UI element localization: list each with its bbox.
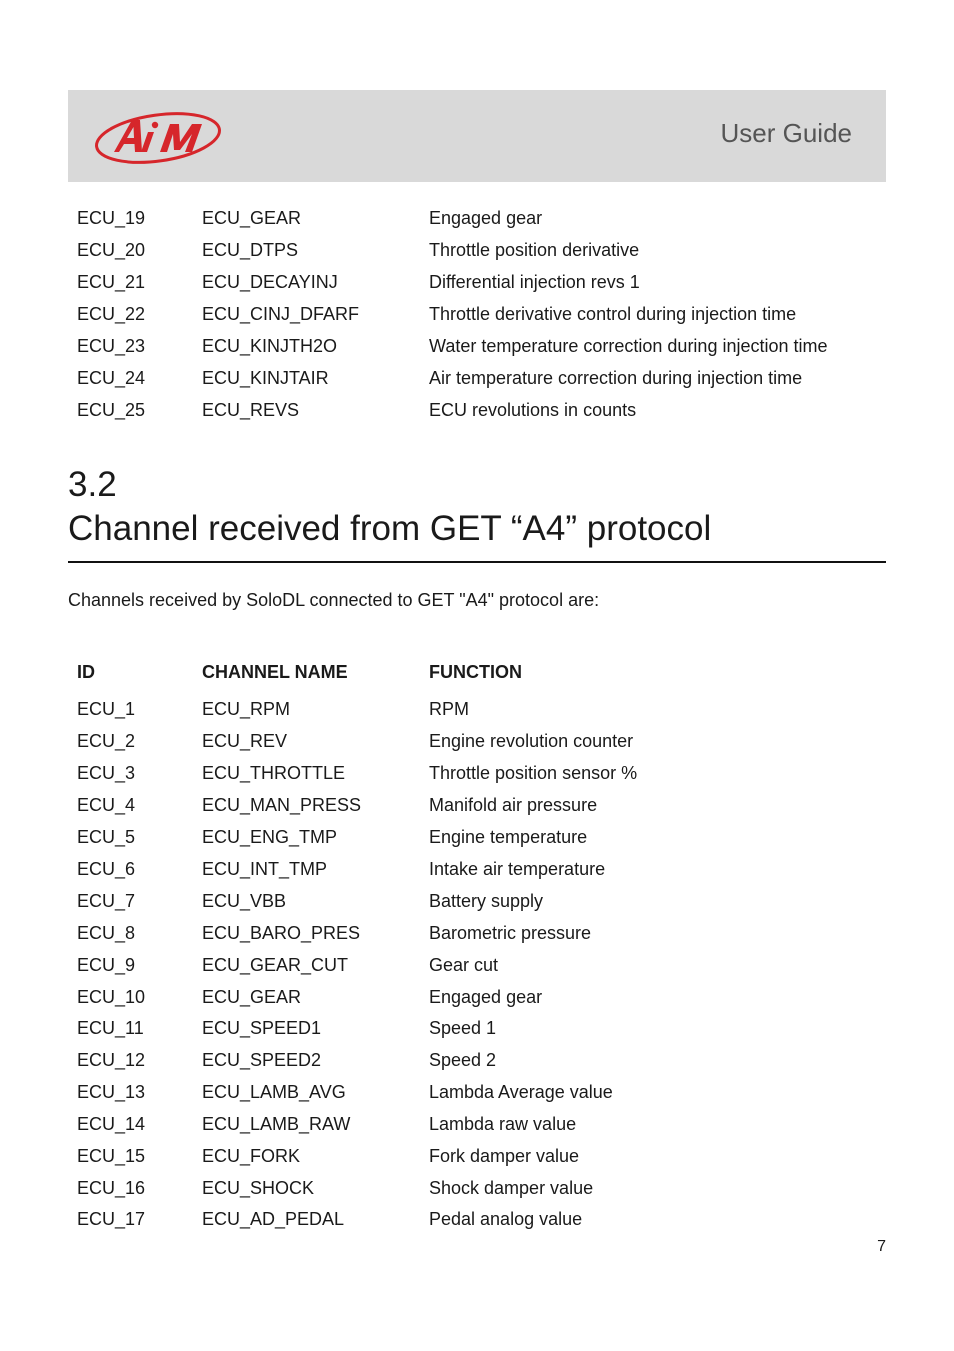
channel-name: ECU_THROTTLE — [202, 763, 346, 783]
table-row — [0, 1012, 954, 1044]
channel-function: Intake air temperature — [429, 859, 606, 879]
channel-function: Barometric pressure — [429, 923, 592, 943]
table-row — [0, 234, 954, 266]
table-row — [0, 725, 954, 757]
aim-logo — [92, 106, 228, 166]
channel-id: ECU_19 — [77, 208, 146, 228]
channel-name: ECU_DECAYINJ — [202, 272, 338, 292]
channel-id: ECU_11 — [77, 1018, 144, 1038]
channel-name: ECU_SPEED2 — [202, 1050, 322, 1070]
channel-id: ECU_12 — [77, 1050, 146, 1070]
table-row — [0, 821, 954, 853]
table-row — [0, 1172, 954, 1204]
channel-function: Throttle derivative control during injection time — [429, 304, 797, 324]
channel-id: ECU_13 — [77, 1082, 146, 1102]
page-number: 7 — [877, 1238, 886, 1255]
channel-name: ECU_LAMB_RAW — [202, 1114, 351, 1134]
table-row — [0, 1044, 954, 1076]
table-row — [0, 362, 954, 394]
column-header-function: FUNCTION — [429, 662, 522, 682]
channel-function: Pedal analog value — [429, 1209, 583, 1229]
channel-name: ECU_KINJTH2O — [202, 336, 338, 356]
channel-id: ECU_21 — [77, 272, 146, 292]
channel-id: ECU_2 — [77, 731, 136, 751]
channel-name: ECU_LAMB_AVG — [202, 1082, 346, 1102]
table-row — [0, 917, 954, 949]
table-row — [0, 1203, 954, 1235]
table-row — [0, 885, 954, 917]
table-header — [0, 656, 954, 688]
channel-id: ECU_8 — [77, 923, 136, 943]
channel-id: ECU_24 — [77, 368, 146, 388]
table-row — [0, 757, 954, 789]
channel-id: ECU_1 — [77, 699, 136, 719]
channel-id: ECU_5 — [77, 827, 136, 847]
channel-function: Gear cut — [429, 955, 499, 975]
channel-function: RPM — [429, 699, 469, 719]
column-header-id: ID — [77, 662, 95, 682]
channel-name: ECU_ENG_TMP — [202, 827, 338, 847]
channel-id: ECU_14 — [77, 1114, 146, 1134]
channel-id: ECU_4 — [77, 795, 136, 815]
channel-function: Battery supply — [429, 891, 544, 911]
page-header — [68, 90, 886, 182]
table-row — [0, 266, 954, 298]
table-row — [0, 789, 954, 821]
channel-name: ECU_GEAR_CUT — [202, 955, 349, 975]
section-number: 3.2 — [68, 465, 117, 504]
channel-id: ECU_23 — [77, 336, 146, 356]
channel-id: ECU_22 — [77, 304, 146, 324]
channel-function: Speed 2 — [429, 1050, 497, 1070]
channel-name: ECU_GEAR — [202, 987, 302, 1007]
table-row — [0, 298, 954, 330]
channel-function: ECU revolutions in counts — [429, 400, 637, 420]
channel-id: ECU_20 — [77, 240, 146, 260]
channel-id: ECU_16 — [77, 1178, 146, 1198]
channel-id: ECU_10 — [77, 987, 146, 1007]
channel-id: ECU_6 — [77, 859, 136, 879]
channel-function: Manifold air pressure — [429, 795, 598, 815]
table-row — [0, 330, 954, 362]
channel-function: Throttle position derivative — [429, 240, 640, 260]
table-row — [0, 1140, 954, 1172]
section-divider — [68, 561, 886, 563]
section-title: Channel received from GET “A4” protocol — [68, 509, 712, 548]
channel-function: Fork damper value — [429, 1146, 580, 1166]
channel-name: ECU_INT_TMP — [202, 859, 328, 879]
channel-name: ECU_KINJTAIR — [202, 368, 329, 388]
channel-name: ECU_AD_PEDAL — [202, 1209, 345, 1229]
channel-function: Speed 1 — [429, 1018, 497, 1038]
channel-function: Lambda Average value — [429, 1082, 613, 1102]
channel-name: ECU_VBB — [202, 891, 287, 911]
channel-name: ECU_REVS — [202, 400, 300, 420]
channel-function: Differential injection revs 1 — [429, 272, 640, 292]
channel-function: Engine temperature — [429, 827, 588, 847]
channel-name: ECU_RPM — [202, 699, 291, 719]
table-row — [0, 853, 954, 885]
column-header-name: CHANNEL NAME — [202, 662, 348, 682]
channel-function: Shock damper value — [429, 1178, 594, 1198]
channel-id: ECU_15 — [77, 1146, 146, 1166]
table-row — [0, 202, 954, 234]
channel-name: ECU_BARO_PRES — [202, 923, 361, 943]
channel-function: Air temperature correction during injection time — [429, 368, 803, 388]
table-row — [0, 1108, 954, 1140]
channel-name: ECU_SHOCK — [202, 1178, 315, 1198]
table-row — [0, 693, 954, 725]
channel-function: Lambda raw value — [429, 1114, 577, 1134]
channel-name: ECU_REV — [202, 731, 288, 751]
channel-id: ECU_9 — [77, 955, 136, 975]
channel-function: Water temperature correction during injection time — [429, 336, 828, 356]
channel-name: ECU_GEAR — [202, 208, 302, 228]
channel-function: Throttle position sensor % — [429, 763, 638, 783]
table-row — [0, 1076, 954, 1108]
channel-name: ECU_FORK — [202, 1146, 301, 1166]
channel-id: ECU_7 — [77, 891, 136, 911]
channel-function: Engaged gear — [429, 987, 543, 1007]
channel-name: ECU_SPEED1 — [202, 1018, 322, 1038]
channel-id: ECU_25 — [77, 400, 146, 420]
channel-id: ECU_3 — [77, 763, 136, 783]
channel-id: ECU_17 — [77, 1209, 146, 1229]
intro-text: Channels received by SoloDL connected to GET "A4" protocol are: — [68, 590, 600, 610]
header-title: User Guide — [720, 118, 852, 148]
channel-function: Engine revolution counter — [429, 731, 634, 751]
table-row — [0, 981, 954, 1013]
channel-function: Engaged gear — [429, 208, 543, 228]
table-row — [0, 394, 954, 426]
channel-name: ECU_MAN_PRESS — [202, 795, 362, 815]
channel-name: ECU_DTPS — [202, 240, 299, 260]
channel-name: ECU_CINJ_DFARF — [202, 304, 360, 324]
table-row — [0, 949, 954, 981]
